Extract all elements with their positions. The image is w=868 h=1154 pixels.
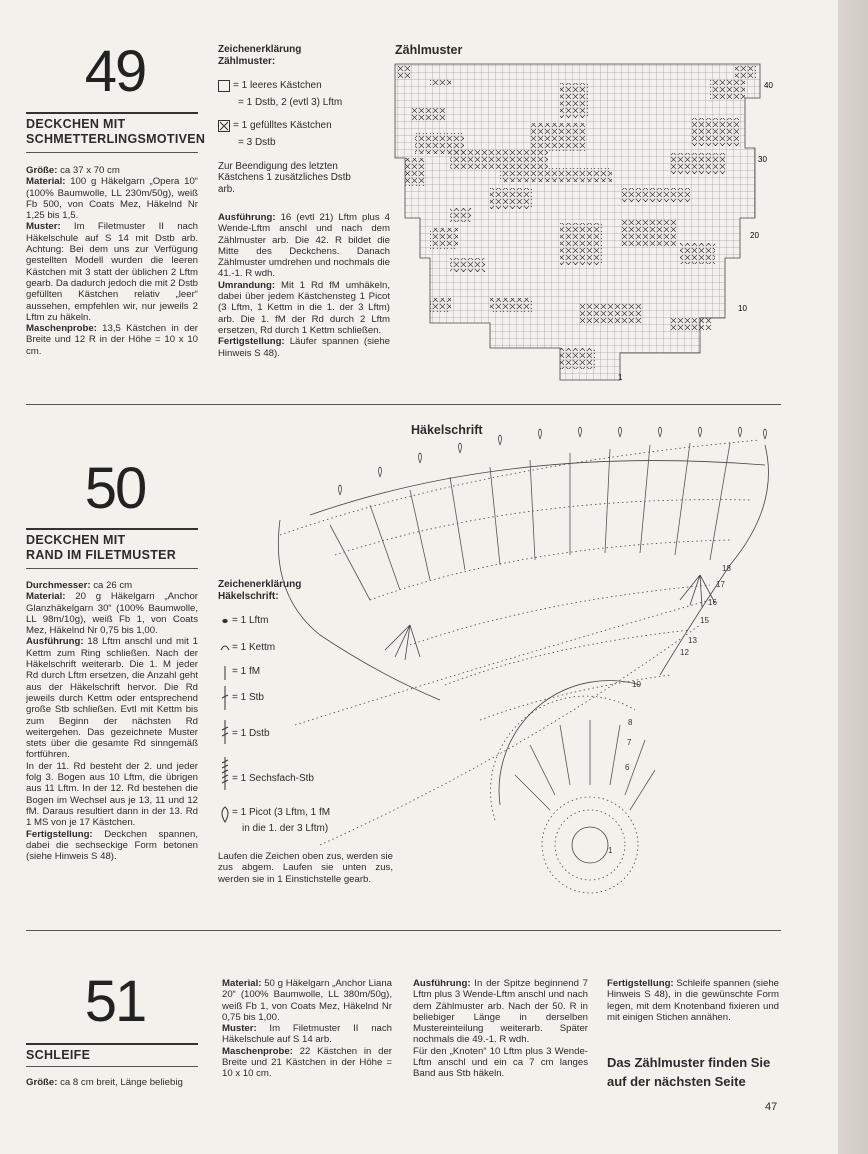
instructions-51-col2 bbox=[413, 978, 588, 1080]
sixfold-treble-icon bbox=[222, 757, 228, 790]
title-line-1: DECKCHEN MIT bbox=[26, 533, 126, 547]
treble-crochet-icon bbox=[222, 720, 228, 744]
legend-full-line-2: = 3 Dstb bbox=[238, 137, 276, 148]
edging-value: Mit 1 Rd fM umhäkeln, dabei über jedem Kästchensteg 1 Picot (3 Lftm, 1 Kettm in die 1. der 3 Lftm) arb. Die 1. fM der Rd durch 2 Lftm ersetzen, Rd durch 1 Kettm schließen. bbox=[218, 279, 390, 336]
pattern-number-49: 49 bbox=[84, 39, 146, 104]
legend-empty-line-2: = 1 Dstb, 2 (evtl 3) Lftm bbox=[238, 97, 343, 108]
round-label-18: 18 bbox=[722, 564, 731, 573]
legend-tr: = 1 Dstb bbox=[232, 728, 270, 739]
diameter-value: ca 26 cm bbox=[90, 580, 133, 591]
section-divider bbox=[26, 930, 781, 931]
empty-square-icon bbox=[218, 80, 230, 92]
label-pattern: Muster: bbox=[26, 221, 61, 233]
title-line-2: RAND IM FILETMUSTER bbox=[26, 548, 177, 562]
legend-chain: = 1 Lftm bbox=[232, 615, 269, 626]
material-value: 50 g Häkelgarn „Anchor Liana 20“ (100% Baumwolle, LL 380m/50g), weiß Fb 1, von Coats Mez, Häkelnd Nr 0,75 bis 1,00. bbox=[222, 978, 392, 1023]
pattern-value: Im Filetmuster II nach Häkelschule auf S 14 mit Dstb arb. Achtung: Bei dem uns zur Verfügung gestellten Modell wurden die leeren Kästchen mit 3 statt der üblichen 2 Lftm gearb. Da dadurch jedoch die mit 2 Dstb gefüllten Kästchen relativ „leer“ aussehen, empfehlen wir, nur jeweils 2 Lftm zu häkeln. bbox=[26, 221, 198, 323]
label-execution: Ausführung: bbox=[26, 636, 84, 648]
gauge-value: 22 Kästchen in der Breite und 21 Kästchen in der Höhe = 10 x 10 cm. bbox=[222, 1045, 392, 1080]
round-label-7: 7 bbox=[627, 738, 632, 747]
page-number: 47 bbox=[765, 1101, 778, 1113]
row-label-40: 40 bbox=[764, 81, 773, 90]
double-crochet-icon bbox=[222, 686, 228, 710]
row-label-30: 30 bbox=[758, 155, 767, 164]
size-value: ca 37 x 70 cm bbox=[57, 165, 120, 176]
round-label-10: 10 bbox=[632, 680, 641, 689]
rule bbox=[26, 528, 198, 530]
gauge-value: 13,5 Kästchen in der Breite und 12 R in der Höhe = 10 x 10 cm. bbox=[26, 323, 198, 357]
legend-note-50: Laufen die Zeichen oben zus, werden sie zus abgem. Laufen sie unten zus, werden sie in 1 Einstichstelle gearb. bbox=[218, 851, 393, 885]
instructions-50 bbox=[26, 580, 198, 862]
rule bbox=[26, 152, 198, 153]
section-divider bbox=[26, 404, 781, 405]
rule bbox=[26, 568, 198, 569]
round-label-17: 17 bbox=[716, 580, 725, 589]
label-execution: Ausführung: bbox=[413, 978, 471, 989]
next-page-line-1: Das Zählmuster finden Sie bbox=[607, 1055, 771, 1070]
legend-full-line-1: = 1 gefülltes Kästchen bbox=[233, 120, 332, 131]
pattern-number-51: 51 bbox=[84, 969, 146, 1034]
label-finishing: Fertigstellung: bbox=[607, 978, 674, 989]
label-material: Material: bbox=[26, 176, 66, 188]
finishing-value: Läufer spannen (siehe Hinweis S 48). bbox=[218, 336, 390, 359]
legend-empty-line-1: = 1 leeres Kästchen bbox=[233, 80, 322, 91]
crochet-diagram bbox=[260, 425, 790, 895]
legend-picot-2: in die 1. der 3 Lftm) bbox=[242, 823, 329, 834]
finishing-value: Deckchen spannen, dabei die sechseckige Form betonen (siehe Hinweis S 48). bbox=[26, 828, 198, 863]
pattern-number-50: 50 bbox=[84, 456, 146, 521]
picot-icon bbox=[222, 807, 228, 822]
execution-value: 16 (evtl 21) Lftm plus 4 Wende-Lftm anschl und nach dem Zählmuster arb. Die 42. R bildet die Mitte des Deckchens. Danach Zählmuster umdrehen und nochmals die 41.-1. R wdh. bbox=[218, 212, 390, 280]
instructions-51-col3 bbox=[607, 978, 779, 1023]
filet-chart bbox=[390, 58, 790, 388]
title-line-1: DECKCHEN MIT bbox=[26, 117, 126, 131]
instructions-51-col1 bbox=[222, 978, 392, 1080]
label-execution: Ausführung: bbox=[218, 212, 276, 223]
legend-dc: = 1 Stb bbox=[232, 692, 264, 703]
legend-slip: = 1 Kettm bbox=[232, 642, 276, 653]
label-gauge: Maschenprobe: bbox=[26, 323, 97, 335]
size-51 bbox=[26, 1077, 206, 1088]
label-pattern: Muster: bbox=[222, 1023, 257, 1035]
legend-heading-49 bbox=[218, 44, 301, 68]
label-material: Material: bbox=[222, 978, 262, 989]
slip-stitch-icon bbox=[221, 646, 229, 650]
legend-heading-line-2: Häkelschrift: bbox=[218, 591, 279, 602]
execution-value: In der Spitze beginnend 7 Lftm plus 3 Wende-Lftm anschl und nach dem Zählmuster arb. Nach der 50. R in beliebiger Länge in derselben Mustereinteilung weiterarb. Später nochmals die 49.-1. R wdh. bbox=[413, 978, 588, 1046]
rule bbox=[26, 1066, 198, 1067]
legend-note: Zur Beendigung des letzten Kästchens 1 zusätzliches Dstb arb. bbox=[218, 161, 351, 195]
legend-heading-line-2: Zählmuster: bbox=[218, 56, 276, 67]
rule bbox=[26, 112, 198, 114]
label-size: Größe: bbox=[26, 1077, 58, 1088]
pattern-title-51: SCHLEIFE bbox=[26, 1048, 91, 1062]
row-label-10: 10 bbox=[738, 304, 747, 313]
finishing-value: Schleife spannen (siehe Hinweis S 48), in die gewünschte Form legen, mit dem Knotenband fixieren und mit einigen Stichen annähen. bbox=[607, 978, 779, 1023]
label-diameter: Durchmesser: bbox=[26, 580, 91, 591]
rule bbox=[26, 1043, 198, 1045]
round-label-16: 16 bbox=[708, 598, 717, 607]
material-value: 20 g Häkelgarn „Anchor Glanzhäkelgarn 30“ (100% Baumwolle, LL 98m/10g), weiß Fb 1, von Coats Mez, Häkelnd Nr 0,75 bis 1,00. bbox=[26, 591, 198, 637]
legend-heading-line-1: Zeichenerklärung bbox=[218, 579, 302, 590]
legend-sixfold: = 1 Sechsfach-Stb bbox=[232, 773, 314, 784]
title-line-2: SCHMETTERLINGSMOTIVEN bbox=[26, 132, 206, 146]
instructions-49-right bbox=[218, 212, 390, 359]
label-finishing: Fertigstellung: bbox=[218, 336, 285, 348]
legend-sc: = 1 fM bbox=[232, 666, 261, 677]
round-label-8: 8 bbox=[628, 718, 633, 727]
pattern-title-50 bbox=[26, 533, 176, 563]
chart-title: Zählmuster bbox=[395, 43, 463, 57]
legend-heading-line-1: Zeichenerklärung bbox=[218, 44, 302, 55]
round-label-6: 6 bbox=[625, 763, 630, 772]
page-edge bbox=[838, 0, 868, 1154]
execution-value-2: In der 11. Rd besteht der 2. und jeder folg 3. Bogen aus 10 Lftm, die übrigen aus 11 Lftm. In der 12. Rd bestehen die Bogen im Wechsel aus je 13, 11 und 12 fM. Daraus resultiert dann in der 13. Rd 1 MS von je 17 Kästchen. bbox=[26, 760, 198, 829]
pattern-title-49 bbox=[26, 117, 205, 147]
row-label-20: 20 bbox=[750, 231, 759, 240]
label-size: Größe: bbox=[26, 165, 58, 176]
row-label-1: 1 bbox=[618, 373, 623, 382]
execution-value-2: Für den „Knoten“ 10 Lftm plus 3 Wende-Lftm anschl und ein ca 7 cm langes Band aus Stb häkeln. bbox=[413, 1045, 588, 1080]
round-label-1: 1 bbox=[608, 846, 613, 855]
label-finishing: Fertigstellung: bbox=[26, 828, 93, 840]
size-value: ca 8 cm breit, Länge beliebig bbox=[57, 1077, 183, 1088]
round-label-15: 15 bbox=[700, 616, 709, 625]
execution-value: 18 Lftm anschl und mit 1 Kettm zum Ring schließen. Nach der Häkelschrift weiterarb. Die 1. M jeder Rd durch Lftm ersetzen, die Anzahl geht aus der Häkelschrift hervor. Die Rd jeweils durch Kettm oder entsprechend große Stb schließen. Evtl mit Kettm bis zum Beginn der nächsten Rd weitergehen. Das gezeichnete Muster stets über die gesamte Rd sinngemäß fortführen. bbox=[26, 636, 198, 761]
pattern-value: Im Filetmuster II nach Häkelschule auf S 14 arb. bbox=[222, 1023, 392, 1046]
round-label-12: 12 bbox=[680, 648, 689, 657]
next-page-note bbox=[607, 1053, 770, 1091]
next-page-line-2: auf der nächsten Seite bbox=[607, 1074, 746, 1089]
diagram-title: Häkelschrift bbox=[411, 423, 483, 437]
label-gauge: Maschenprobe: bbox=[222, 1045, 293, 1057]
material-value: 100 g Häkelgarn „Opera 10“ (100% Baumwolle, LL 230m/50g), weiß Fb 500, von Coats Mez, Häkelnd Nr 1,25 bis 1,5. bbox=[26, 176, 198, 222]
round-label-13: 13 bbox=[688, 636, 697, 645]
label-material: Material: bbox=[26, 591, 66, 603]
label-edging: Umrandung: bbox=[218, 279, 276, 291]
instructions-49-left bbox=[26, 165, 198, 357]
legend-picot-1: = 1 Picot (3 Lftm, 1 fM bbox=[232, 807, 331, 818]
chain-stitch-icon bbox=[223, 619, 227, 622]
filled-square-icon bbox=[218, 120, 230, 132]
